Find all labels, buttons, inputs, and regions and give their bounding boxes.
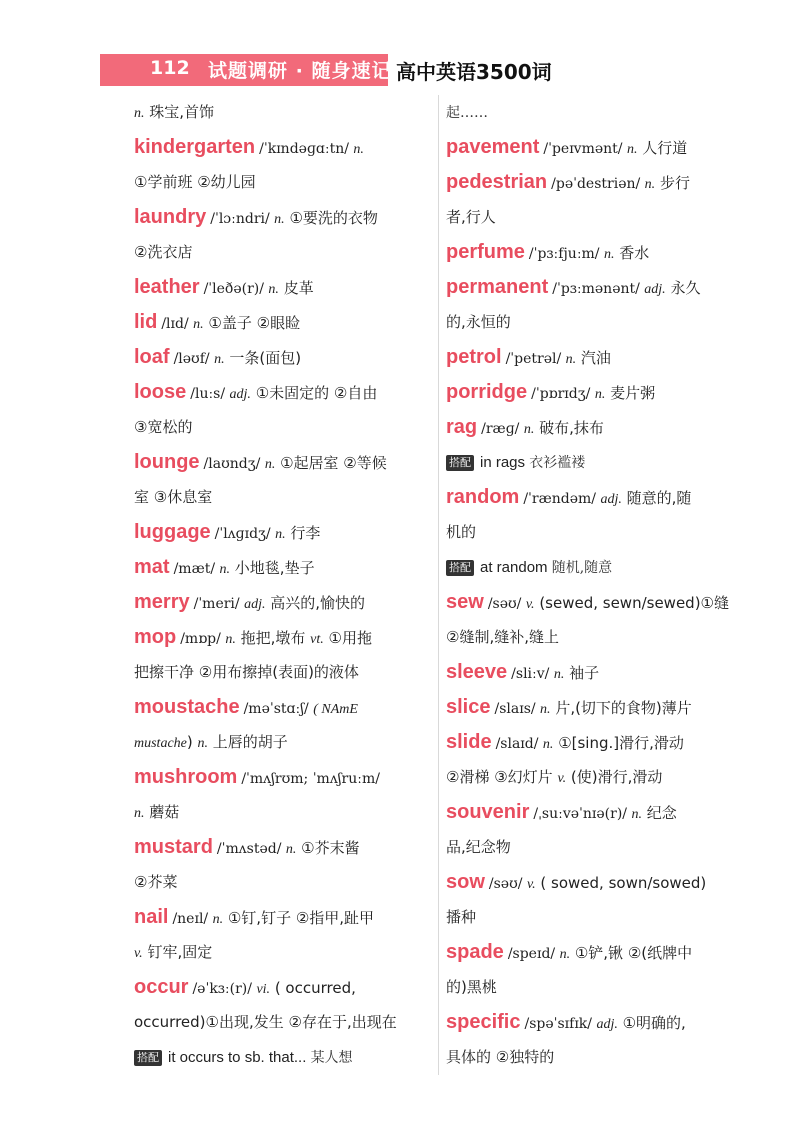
series-title: 试题调研 · 随身速记	[208, 60, 392, 82]
part-of-speech: n.	[603, 247, 615, 262]
headword: mushroom	[134, 766, 238, 788]
right-column	[446, 95, 738, 1075]
definition-text: ①未固定的 ②自由	[250, 384, 378, 402]
definition-text: 小地毯,垫子	[230, 559, 315, 577]
entry-line	[134, 165, 434, 200]
pronunciation: /səʊ/	[488, 876, 527, 892]
part-of-speech: n.	[285, 842, 297, 857]
headword: slice	[446, 696, 491, 718]
entry-line	[446, 270, 738, 305]
part-of-speech: n.	[193, 317, 204, 332]
entry-line	[134, 1005, 434, 1040]
headword: spade	[446, 941, 504, 963]
headword: mop	[134, 626, 177, 648]
pronunciation: /spəˈsɪfɪk/	[524, 1016, 597, 1032]
entry-line	[134, 480, 434, 515]
definition-text: 纪念	[641, 804, 677, 822]
pronunciation: /ˈpɒrɪdʒ/	[531, 386, 595, 402]
pronunciation: /ləʊf/	[173, 351, 215, 367]
entry-line	[134, 375, 434, 410]
part-of-speech: n.	[275, 527, 286, 542]
part-of-speech: n.	[644, 177, 656, 192]
headword: random	[446, 486, 520, 508]
definition-text: 香水	[614, 244, 650, 262]
part-of-speech: n.	[212, 912, 224, 927]
definition-text: ( occurred,	[270, 979, 356, 997]
collocation-tag: 搭配	[134, 1050, 162, 1066]
entry-line	[134, 900, 434, 935]
entry-line	[134, 270, 434, 305]
entry-line	[446, 165, 738, 200]
part-of-speech: v.	[525, 597, 535, 612]
pronunciation: /mæt/	[173, 561, 220, 577]
part-of-speech: v.	[134, 946, 143, 961]
entry-line	[134, 235, 434, 270]
entry-line	[446, 620, 738, 655]
definition-text: 室 ③休息室	[134, 488, 213, 506]
definition-text: ①[sing.]滑行,滑动	[553, 734, 684, 752]
definition-text: 品,纪念物	[446, 838, 511, 856]
pronunciation: /laʊndʒ/	[203, 456, 265, 472]
definition-text: 一条(面包)	[224, 349, 302, 367]
entry-line	[134, 445, 434, 480]
entry-line	[134, 725, 434, 760]
headword: rag	[446, 416, 478, 438]
definition-text: 汽油	[576, 349, 611, 367]
page-header	[100, 52, 560, 88]
definition-text: 高兴的,愉快的	[265, 594, 366, 612]
entry-line	[446, 515, 738, 550]
entry-line	[446, 305, 738, 340]
definition-text: ②滑梯 ③幻灯片	[446, 768, 558, 786]
entry-line	[134, 340, 434, 375]
definition-text: ②芥菜	[134, 873, 178, 891]
definition-text: ①钉,钉子 ②指甲,趾甲	[223, 909, 375, 927]
definition-text: ③宽松的	[134, 418, 193, 436]
pronunciation: /mɒp/	[180, 631, 226, 647]
part-of-speech: n.	[594, 387, 606, 402]
entry-line	[134, 655, 434, 690]
part-of-speech: n.	[559, 947, 571, 962]
part-of-speech: n.	[134, 806, 145, 821]
entry-line	[446, 235, 738, 270]
definition-text: 拖把,墩布	[235, 629, 311, 647]
pronunciation: /əˈkɜː(r)/	[192, 981, 257, 997]
headword: occur	[134, 976, 189, 998]
left-column	[134, 95, 434, 1075]
collocation-tag: 搭配	[446, 455, 474, 471]
entry-line	[134, 95, 434, 130]
entry-line	[134, 620, 434, 655]
definition-text: )	[186, 733, 198, 751]
entry-line	[446, 410, 738, 445]
headword: petrol	[446, 346, 502, 368]
part-of-speech: n.	[225, 632, 236, 647]
entry-line	[134, 760, 434, 795]
entry-line	[134, 130, 434, 165]
entry-line	[134, 305, 434, 340]
entry-line	[134, 830, 434, 865]
definition-text: 皮革	[278, 279, 314, 297]
column-divider	[438, 95, 439, 1075]
part-of-speech: n.	[268, 282, 279, 297]
definition-text: 步行	[655, 174, 690, 192]
entry-line	[446, 1005, 738, 1040]
headword: moustache	[134, 696, 240, 718]
entry-line	[134, 935, 434, 970]
part-of-speech: n.	[523, 422, 535, 437]
part-of-speech: n.	[274, 212, 285, 227]
entry-line	[446, 900, 738, 935]
entry-line	[446, 340, 738, 375]
entry-line	[446, 200, 738, 235]
part-of-speech: adj.	[644, 282, 666, 297]
definition-text: 片,(切下的食物)薄片	[550, 699, 692, 717]
definition-text: 蘑菇	[144, 803, 180, 821]
definition-text: 永久	[665, 279, 701, 297]
pronunciation: /ˈlʌɡɪdʒ/	[214, 526, 276, 542]
pronunciation: /luːs/	[190, 386, 230, 402]
definition-text: ①盖子 ②眼睑	[203, 314, 301, 332]
part-of-speech: n.	[540, 702, 551, 717]
headword: permanent	[446, 276, 549, 298]
part-of-speech: n.	[214, 352, 225, 367]
entry-line	[134, 550, 434, 585]
headword: mustard	[134, 836, 213, 858]
entry-line	[446, 725, 738, 760]
definition-text: 者,行人	[446, 208, 496, 226]
part-of-speech: ( NAmE	[313, 702, 358, 717]
entry-line	[134, 690, 434, 725]
pronunciation: /ˈpetrəl/	[505, 351, 566, 367]
entry-line	[134, 1040, 434, 1075]
definition-text: ①要洗的衣物	[284, 209, 378, 227]
definition-text: 人行道	[637, 139, 688, 157]
entry-line	[134, 970, 434, 1005]
definition-text: ( sowed, sown/sowed)	[535, 874, 707, 892]
headword: lounge	[134, 451, 200, 473]
headword: slide	[446, 731, 492, 753]
part-of-speech: vi.	[256, 982, 271, 997]
entry-line	[134, 515, 434, 550]
entry-line	[446, 1040, 738, 1075]
pronunciation: /slaɪs/	[494, 701, 541, 717]
pronunciation: /pəˈdestriən/	[551, 176, 645, 192]
definition-text: ①用拖	[323, 629, 372, 647]
entry-line	[446, 445, 738, 480]
entry-line	[134, 585, 434, 620]
pronunciation: /sliːv/	[511, 666, 554, 682]
part-of-speech: n.	[219, 562, 231, 577]
part-of-speech: n.	[353, 142, 364, 157]
headword: souvenir	[446, 801, 530, 823]
phrase-meaning: 随机,随意	[551, 560, 613, 576]
pronunciation: /ˈrændəm/	[523, 491, 601, 507]
definition-text: 的)黑桃	[446, 978, 497, 996]
entry-line	[446, 865, 738, 900]
headword: perfume	[446, 241, 525, 263]
headword: nail	[134, 906, 169, 928]
pronunciation: /ˈkɪndəɡɑːtn/	[259, 141, 354, 157]
definition-text: 破布,抹布	[534, 419, 604, 437]
headword: mat	[134, 556, 170, 578]
entry-line	[446, 935, 738, 970]
part-of-speech: n.	[197, 736, 209, 751]
part-of-speech: n.	[565, 352, 577, 367]
part-of-speech: n.	[553, 667, 565, 682]
entry-line	[446, 655, 738, 690]
entry-line	[446, 375, 738, 410]
pronunciation: /ˈmeri/	[193, 596, 245, 612]
entry-line	[134, 410, 434, 445]
headword: pedestrian	[446, 171, 548, 193]
pronunciation: /ˈpɜːfjuːm/	[528, 246, 604, 262]
pronunciation: /slaɪd/	[495, 736, 543, 752]
part-of-speech: adj.	[244, 597, 266, 612]
entry-line	[446, 760, 738, 795]
definition-text: 袖子	[564, 664, 600, 682]
headword: merry	[134, 591, 190, 613]
definition-text: (使)滑行,滑动	[566, 768, 663, 786]
pronunciation: /ˈpeɪvmənt/	[543, 141, 627, 157]
part-of-speech: n.	[626, 142, 638, 157]
part-of-speech: v.	[557, 771, 567, 786]
definition-text: ①学前班 ②幼儿园	[134, 173, 256, 191]
entry-line	[134, 200, 434, 235]
entry-line	[446, 795, 738, 830]
definition-text: ①起居室 ②等候	[275, 454, 387, 472]
definition-text: 把擦干净 ②用布擦掉(表面)的液体	[134, 663, 359, 681]
definition-text: (sewed, sewn/sewed)①缝	[534, 594, 729, 612]
entry-line	[446, 585, 738, 620]
entry-line	[446, 970, 738, 1005]
pronunciation: /ˈleðə(r)/	[203, 281, 269, 297]
headword: kindergarten	[134, 136, 256, 158]
definition-text: occurred)①出现,发生 ②存在于,出现在	[134, 1013, 397, 1031]
pronunciation: /ˈpɜːmənənt/	[552, 281, 645, 297]
phrase: it occurs to sb. that...	[168, 1049, 311, 1066]
headword: laundry	[134, 206, 207, 228]
entry-line	[446, 830, 738, 865]
pronunciation: /ˈlɔːndri/	[210, 211, 275, 227]
part-of-speech: adj.	[600, 492, 622, 507]
entry-line	[134, 795, 434, 830]
definition-text: ①铲,锹 ②(纸牌中	[570, 944, 693, 962]
page-number: 112	[150, 57, 190, 79]
phrase: in rags	[480, 454, 530, 471]
headword: luggage	[134, 521, 211, 543]
definition-text: ①芥末酱	[296, 839, 360, 857]
entry-line	[446, 480, 738, 515]
definition-text: 播种	[446, 908, 477, 926]
pronunciation: /ˈmʌʃrʊm; ˈmʌʃruːm/	[241, 771, 380, 787]
headword: loaf	[134, 346, 170, 368]
headword: loose	[134, 381, 187, 403]
part-of-speech: n.	[631, 807, 642, 822]
definition-text: 随意的,随	[621, 489, 692, 507]
headword: sow	[446, 871, 485, 893]
part-of-speech: n.	[264, 457, 276, 472]
book-title: 高中英语3500词	[396, 60, 552, 84]
definition-text: 机的	[446, 523, 477, 541]
phrase-meaning: 衣衫褴褛	[529, 455, 586, 471]
definition-text: 麦片粥	[605, 384, 656, 402]
pronunciation: /məˈstɑːʃ/	[243, 701, 314, 717]
part-of-speech: n.	[542, 737, 554, 752]
definition-text: 行李	[285, 524, 321, 542]
definition-text: ②缝制,缝补,缝上	[446, 628, 559, 646]
part-of-speech: vt.	[310, 632, 324, 647]
phrase-meaning: 起……	[446, 105, 488, 121]
entry-line	[446, 95, 738, 130]
pronunciation: /lɪd/	[161, 316, 194, 332]
pronunciation: /ræɡ/	[481, 421, 524, 437]
definition-text: 具体的 ②独特的	[446, 1048, 555, 1066]
definition-text: 珠宝,首饰	[144, 103, 215, 121]
part-of-speech: v.	[526, 877, 536, 892]
headword: sew	[446, 591, 484, 613]
headword: leather	[134, 276, 200, 298]
part-of-speech: n.	[134, 106, 145, 121]
headword: sleeve	[446, 661, 508, 683]
pronunciation: /speɪd/	[507, 946, 560, 962]
phrase-meaning: 某人想	[310, 1050, 353, 1066]
part-of-speech: mustache	[134, 736, 187, 751]
part-of-speech: adj.	[229, 387, 251, 402]
headword: lid	[134, 311, 158, 333]
part-of-speech: adj.	[596, 1017, 618, 1032]
headword: porridge	[446, 381, 528, 403]
pronunciation: /səʊ/	[487, 596, 526, 612]
definition-text: 的,永恒的	[446, 313, 511, 331]
entry-line	[446, 550, 738, 585]
definition-text: ②洗衣店	[134, 243, 193, 261]
pronunciation: /ˈmʌstəd/	[216, 841, 286, 857]
pronunciation: /ˌsuːvəˈnɪə(r)/	[533, 806, 632, 822]
pronunciation: /neɪl/	[172, 911, 213, 927]
definition-text: ①明确的,	[617, 1014, 686, 1032]
entry-line	[134, 865, 434, 900]
collocation-tag: 搭配	[446, 560, 474, 576]
headword: pavement	[446, 136, 540, 158]
definition-text: 上唇的胡子	[208, 733, 288, 751]
entry-line	[446, 690, 738, 725]
headword: specific	[446, 1011, 521, 1033]
entry-line	[446, 130, 738, 165]
definition-text: 钉牢,固定	[142, 943, 213, 961]
phrase: at random	[480, 559, 552, 576]
